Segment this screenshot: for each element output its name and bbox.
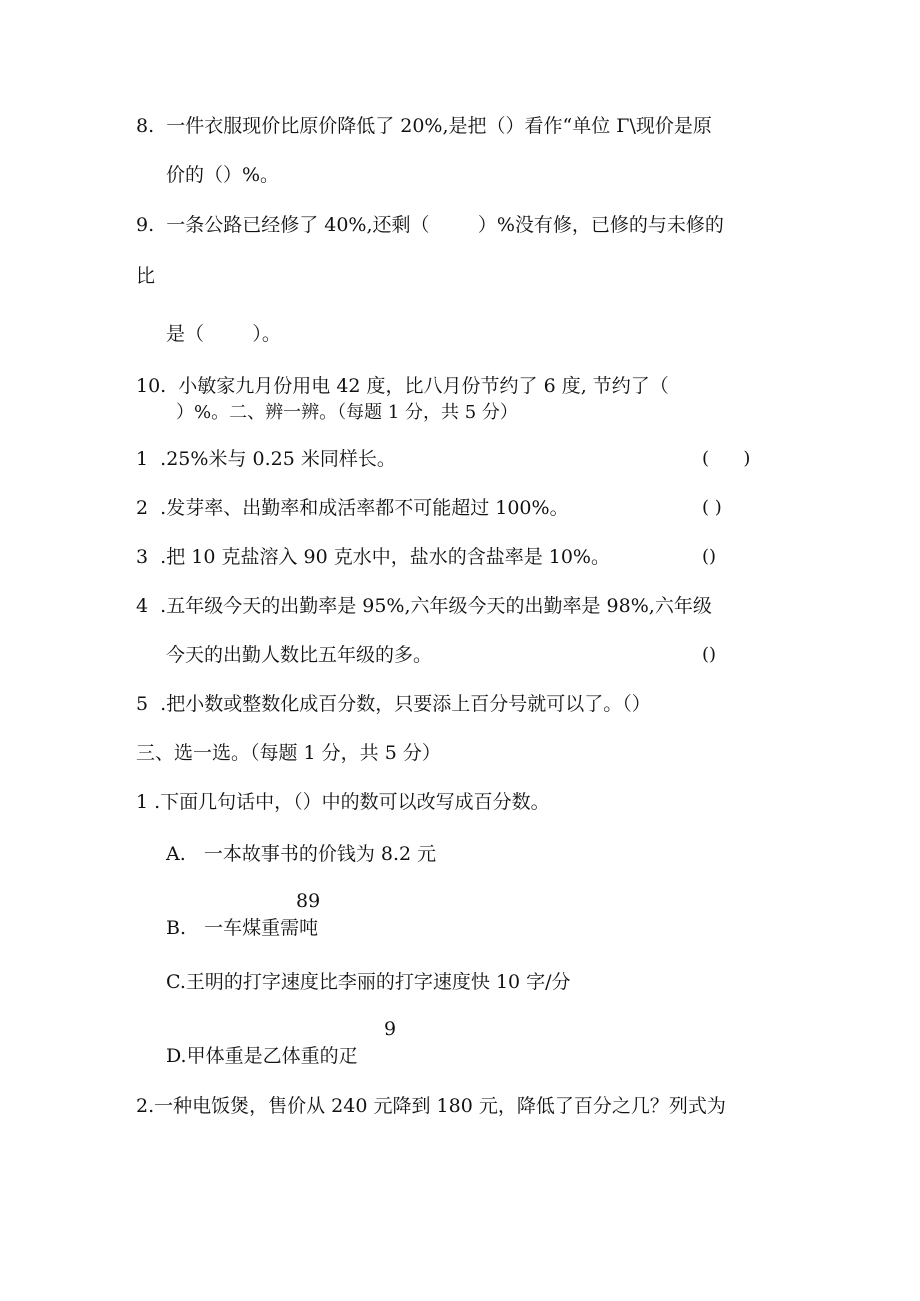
choice-2-stem: 2.一种电饭煲，售价从 240 元降到 180 元，降低了百分之几？列式为: [136, 1095, 726, 1117]
question-8-line-1: 8. 一件衣服现价比原价降低了 20%,是把（）看作“单位 Γ\现价是原: [136, 115, 712, 137]
judge-item-2-answer-blank: ( ): [702, 497, 722, 518]
choice-1-option-d-fraction-top: 9: [384, 1018, 397, 1040]
judge-item-5: 5 .把小数或整数化成百分数，只要添上百分号就可以了。（）: [136, 693, 651, 715]
question-10-line-2-section-2-title: ）%。二、辨一辨。（每题 1 分，共 5 分）: [176, 402, 518, 423]
question-10-line-1: 10. 小敏家九月份用电 42 度，比八月份节约了 6 度, 节约了（: [136, 375, 669, 397]
question-9-line-2: 比: [136, 265, 156, 287]
judge-item-4-line-2: 今天的出勤人数比五年级的多。: [166, 644, 433, 666]
question-8-line-2: 价的（）%。: [166, 164, 280, 186]
section-3-title: 三、选一选。（每题 1 分，共 5 分）: [136, 742, 441, 764]
judge-item-4-answer-blank: (): [702, 644, 717, 665]
question-9-line-1: 9. 一条公路已经修了 40%,还剩（ ）%没有修，已修的与未修的: [136, 214, 724, 236]
choice-1-option-b: B. 一车煤重需吨: [166, 917, 319, 939]
choice-1-option-b-fraction-top: 89: [296, 890, 321, 912]
judge-item-1-answer-blank: ( ): [702, 448, 751, 469]
question-9-line-3: 是（ ）。: [166, 323, 281, 345]
judge-item-1: 1 .25%米与 0.25 米同样长。: [136, 448, 396, 470]
judge-item-3-answer-blank: (): [702, 546, 717, 567]
choice-1-stem: 1 .下面几句话中，（）中的数可以改写成百分数。: [136, 791, 550, 813]
judge-item-2: 2 .发芽率、出勤率和成活率都不可能超过 100%。: [136, 497, 569, 519]
choice-1-option-c: C.王明的打字速度比李丽的打字速度快 10 字/分: [166, 971, 571, 993]
choice-1-option-d: D.甲体重是乙体重的疋: [166, 1045, 358, 1067]
judge-item-3: 3 .把 10 克盐溶入 90 克水中，盐水的含盐率是 10%。: [136, 546, 610, 568]
judge-item-4-line-1: 4 .五年级今天的出勤率是 95%,六年级今天的出勤率是 98%,六年级: [136, 595, 712, 617]
choice-1-option-a: A. 一本故事书的价钱为 8.2 元: [166, 843, 437, 865]
